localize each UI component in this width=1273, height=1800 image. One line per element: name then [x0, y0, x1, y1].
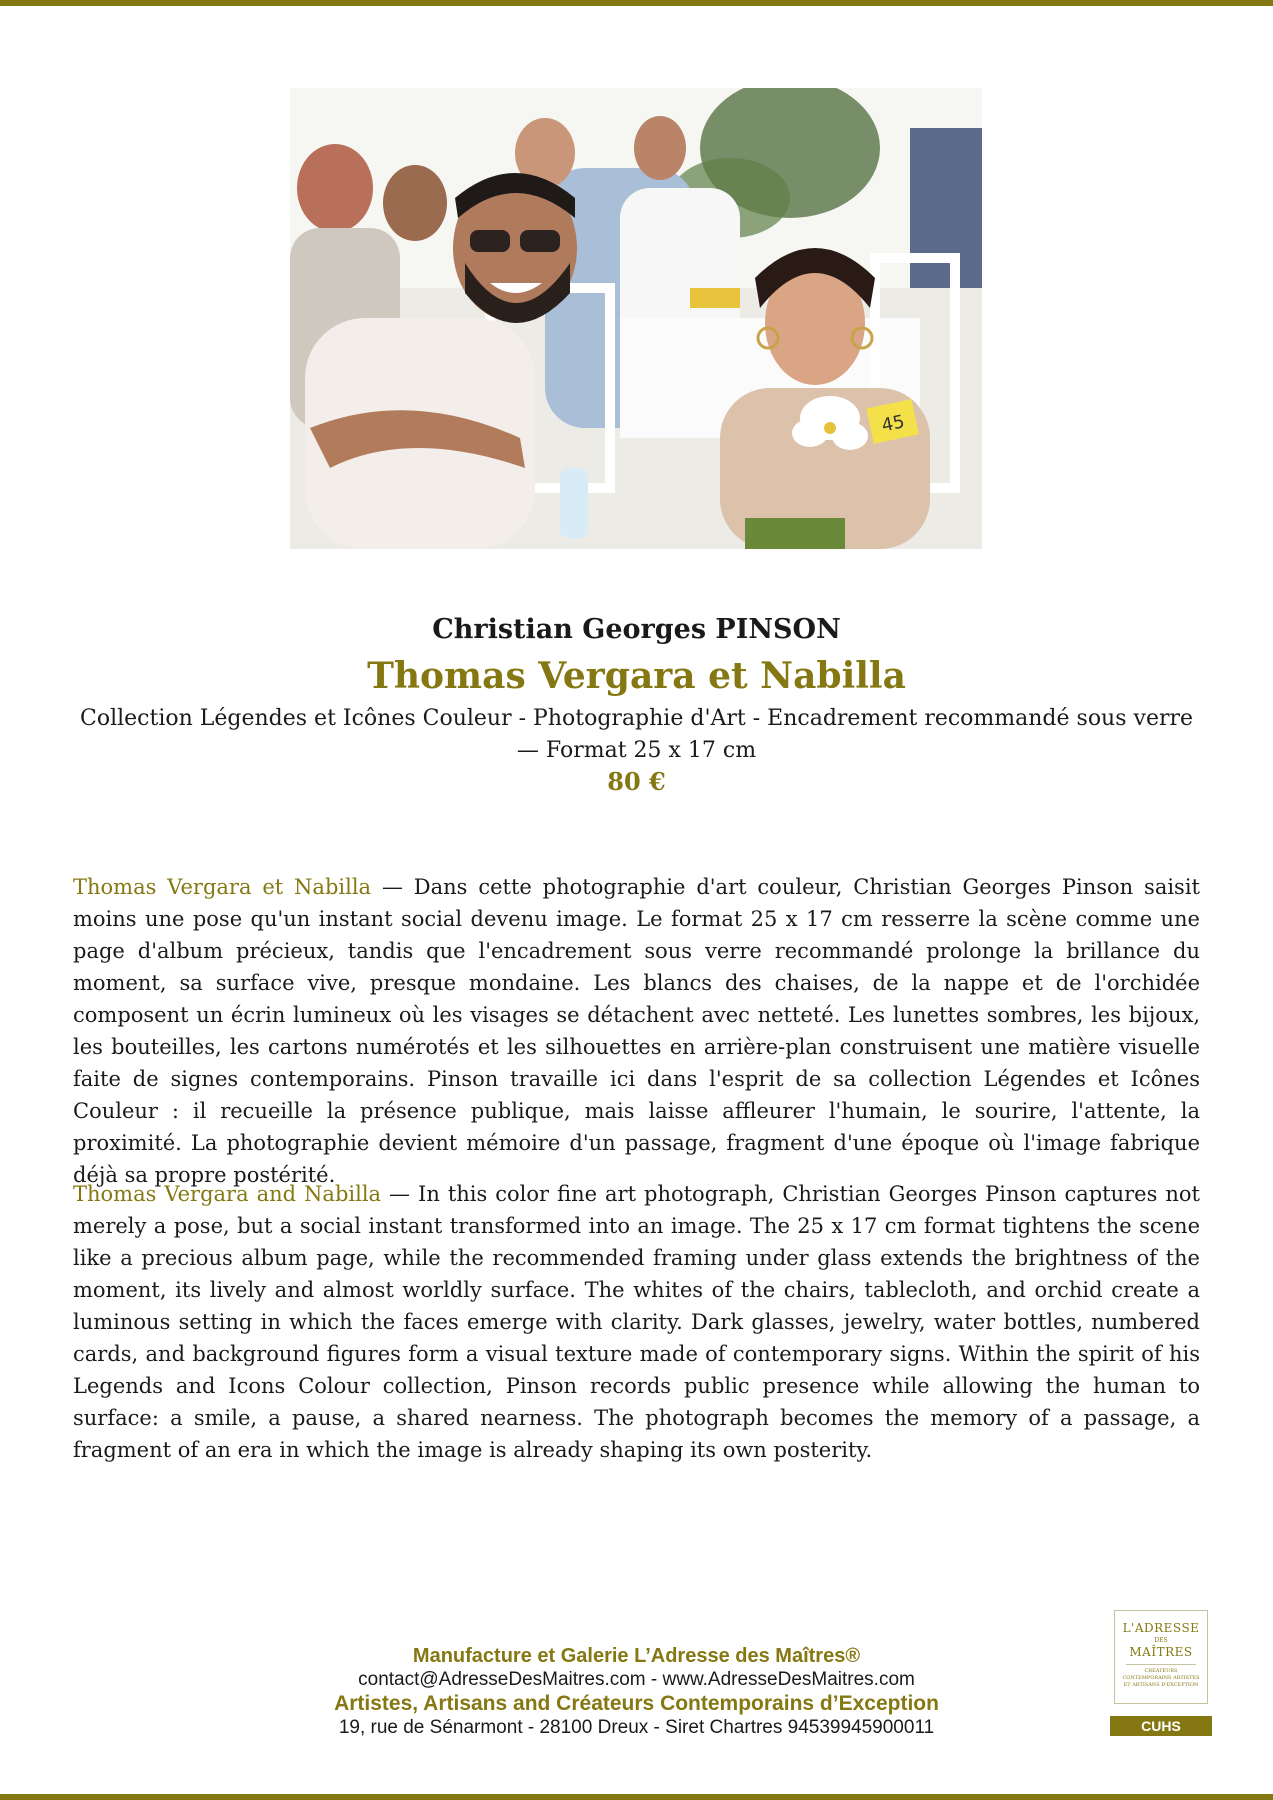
- gallery-name: Manufacture et Galerie L’Adresse des Maîtres®: [412, 1645, 861, 1667]
- gallery-address: 19, rue de Sénarmont - 28100 Dreux - Siret Chartres 94539945900011: [338, 1717, 935, 1738]
- description-fr-lead: Thomas Vergara et Nabilla: [73, 875, 372, 899]
- description-fr-text: — Dans cette photographie d'art couleur, Christian Georges Pinson saisit moins une pose qu'un instant social devenu image. Le format 25 x 17 cm resserre la scène comme une page d'album précieux, tandis que l'encadrement sous verre recommandé prolonge la brillance du moment, sa surface vive, presque mondaine. Les blancs des chaises, de la nappe et de l'orchidée composent un écrin lumineux où les visages se détachent avec netteté. Les lunettes sombres, les bijoux, les bouteilles, les cartons numérotés et les silhouettes en arrière-plan construisent une matière visuelle faite de signes contemporains. Pinson travaille ici dans l'esprit de sa collection Légendes et Icônes Couleur : il recueille la présence publique, mais laisse affleurer l'humain, le sourire, l'attente, la proximité. La photographie devient mémoire d'un passage, fragment d'une époque où l'image fabrique déjà sa propre postérité.: [73, 875, 1200, 1187]
- description-en-text: — In this color fine art photograph, Christian Georges Pinson captures not merely a pose, but a social instant transformed into an image. The 25 x 17 cm format tightens the scene like a precious album page, while the recommended framing under glass extends the brightness of the moment, its lively and almost worldly surface. The whites of the chairs, tablecloth, and orchid create a luminous setting in which the faces emerge with clarity. Dark glasses, jewelry, water bottles, numbered cards, and background figures form a visual texture made of contemporary signs. Within the spirit of his Legends and Icons Colour collection, Pinson records public presence while allowing the human to surface: a smile, a pause, a shared nearness. The photograph becomes the memory of a passage, a fragment of an era in which the image is already shaping its own posterity.: [73, 1182, 1200, 1462]
- logo-divider: [1126, 1664, 1196, 1665]
- cuhs-badge: CUHS: [1110, 1716, 1212, 1736]
- logo-line-1: L'ADRESSE: [1122, 1621, 1200, 1635]
- bottom-accent-rule: [0, 1794, 1273, 1800]
- gallery-footer: [200, 1644, 1073, 1740]
- logo-line-3: MAÎTRES: [1129, 1645, 1193, 1659]
- description-fr: [73, 871, 1200, 1191]
- artwork-title: Thomas Vergara et Nabilla: [367, 655, 906, 697]
- card-number: 45: [879, 411, 907, 437]
- gallery-logo: [1114, 1610, 1208, 1704]
- gallery-tagline: Artistes, Artisans and Créateurs Contemporains d’Exception: [334, 1692, 939, 1715]
- gallery-contact: contact@AdresseDesMaitres.com - www.AdresseDesMaitres.com: [358, 1669, 915, 1690]
- artwork-photo: [290, 88, 982, 549]
- logo-line-2: DES: [1154, 1637, 1168, 1644]
- artwork-price: 80 €: [607, 767, 666, 796]
- description-en: [73, 1178, 1200, 1466]
- description-en-lead: Thomas Vergara and Nabilla: [73, 1182, 382, 1206]
- photo-illustration: [290, 88, 982, 549]
- top-accent-rule: [0, 0, 1273, 6]
- logo-tagline: CRÉATEURS CONTEMPORAINS ARTISTES ET ARTISANS D'EXCEPTION: [1122, 1668, 1200, 1688]
- artist-name: Christian Georges PINSON: [432, 614, 841, 645]
- artwork-subtitle: Collection Légendes et Icônes Couleur - Photographie d'Art - Encadrement recommandé sous verre — Format 25 x 17 cm: [79, 706, 1194, 763]
